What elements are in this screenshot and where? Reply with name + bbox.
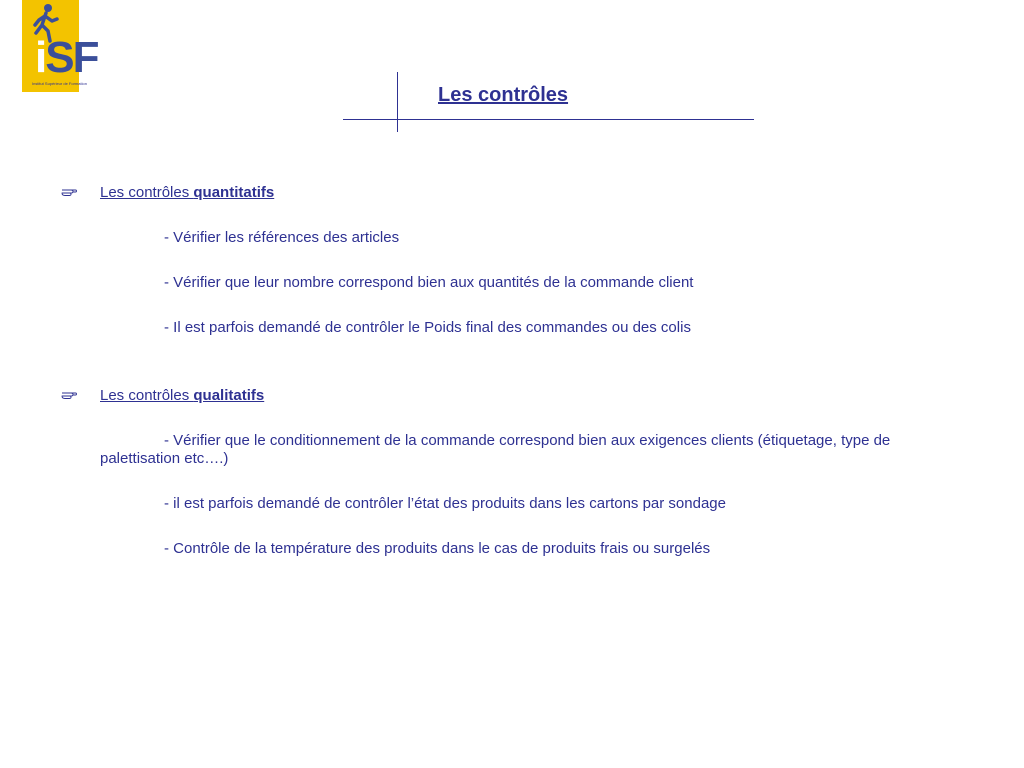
list-item: - Vérifier les références des articles <box>164 229 400 246</box>
title-horizontal-rule <box>343 119 754 120</box>
pointing-hand-icon <box>61 389 77 401</box>
section-heading-bold: qualitatifs <box>193 387 265 404</box>
section-heading-qualitatifs <box>100 387 264 405</box>
list-item: - Vérifier que leur nombre correspond bien aux quantités de la commande client <box>164 274 694 291</box>
section-heading-quantitatifs <box>100 184 274 202</box>
logo-letters <box>35 33 98 82</box>
section-heading-prefix: Les contrôles <box>100 387 194 404</box>
logo-letter-i: i <box>35 33 46 82</box>
page-title: Les contrôles <box>438 84 569 106</box>
section-heading-bold: quantitatifs <box>193 184 275 201</box>
list-item: - il est parfois demandé de contrôler l’état des produits dans les cartons par sondage <box>164 495 726 512</box>
logo-letters-sf: SF <box>45 33 98 82</box>
list-item: - Vérifier que le conditionnement de la commande correspond bien aux exigences clients (étiquetage, type de palettisation etc….) <box>100 432 891 467</box>
list-item: - Contrôle de la température des produits dans le cas de produits frais ou surgelés <box>164 540 711 557</box>
title-vertical-rule <box>397 72 398 132</box>
pointing-hand-icon <box>61 186 77 198</box>
logo-tagline: Institut Supérieur de Formation <box>32 81 87 86</box>
list-item: - Il est parfois demandé de contrôler le Poids final des commandes ou des colis <box>164 319 691 336</box>
section-heading-prefix: Les contrôles <box>100 184 194 201</box>
isf-logo <box>22 0 112 92</box>
